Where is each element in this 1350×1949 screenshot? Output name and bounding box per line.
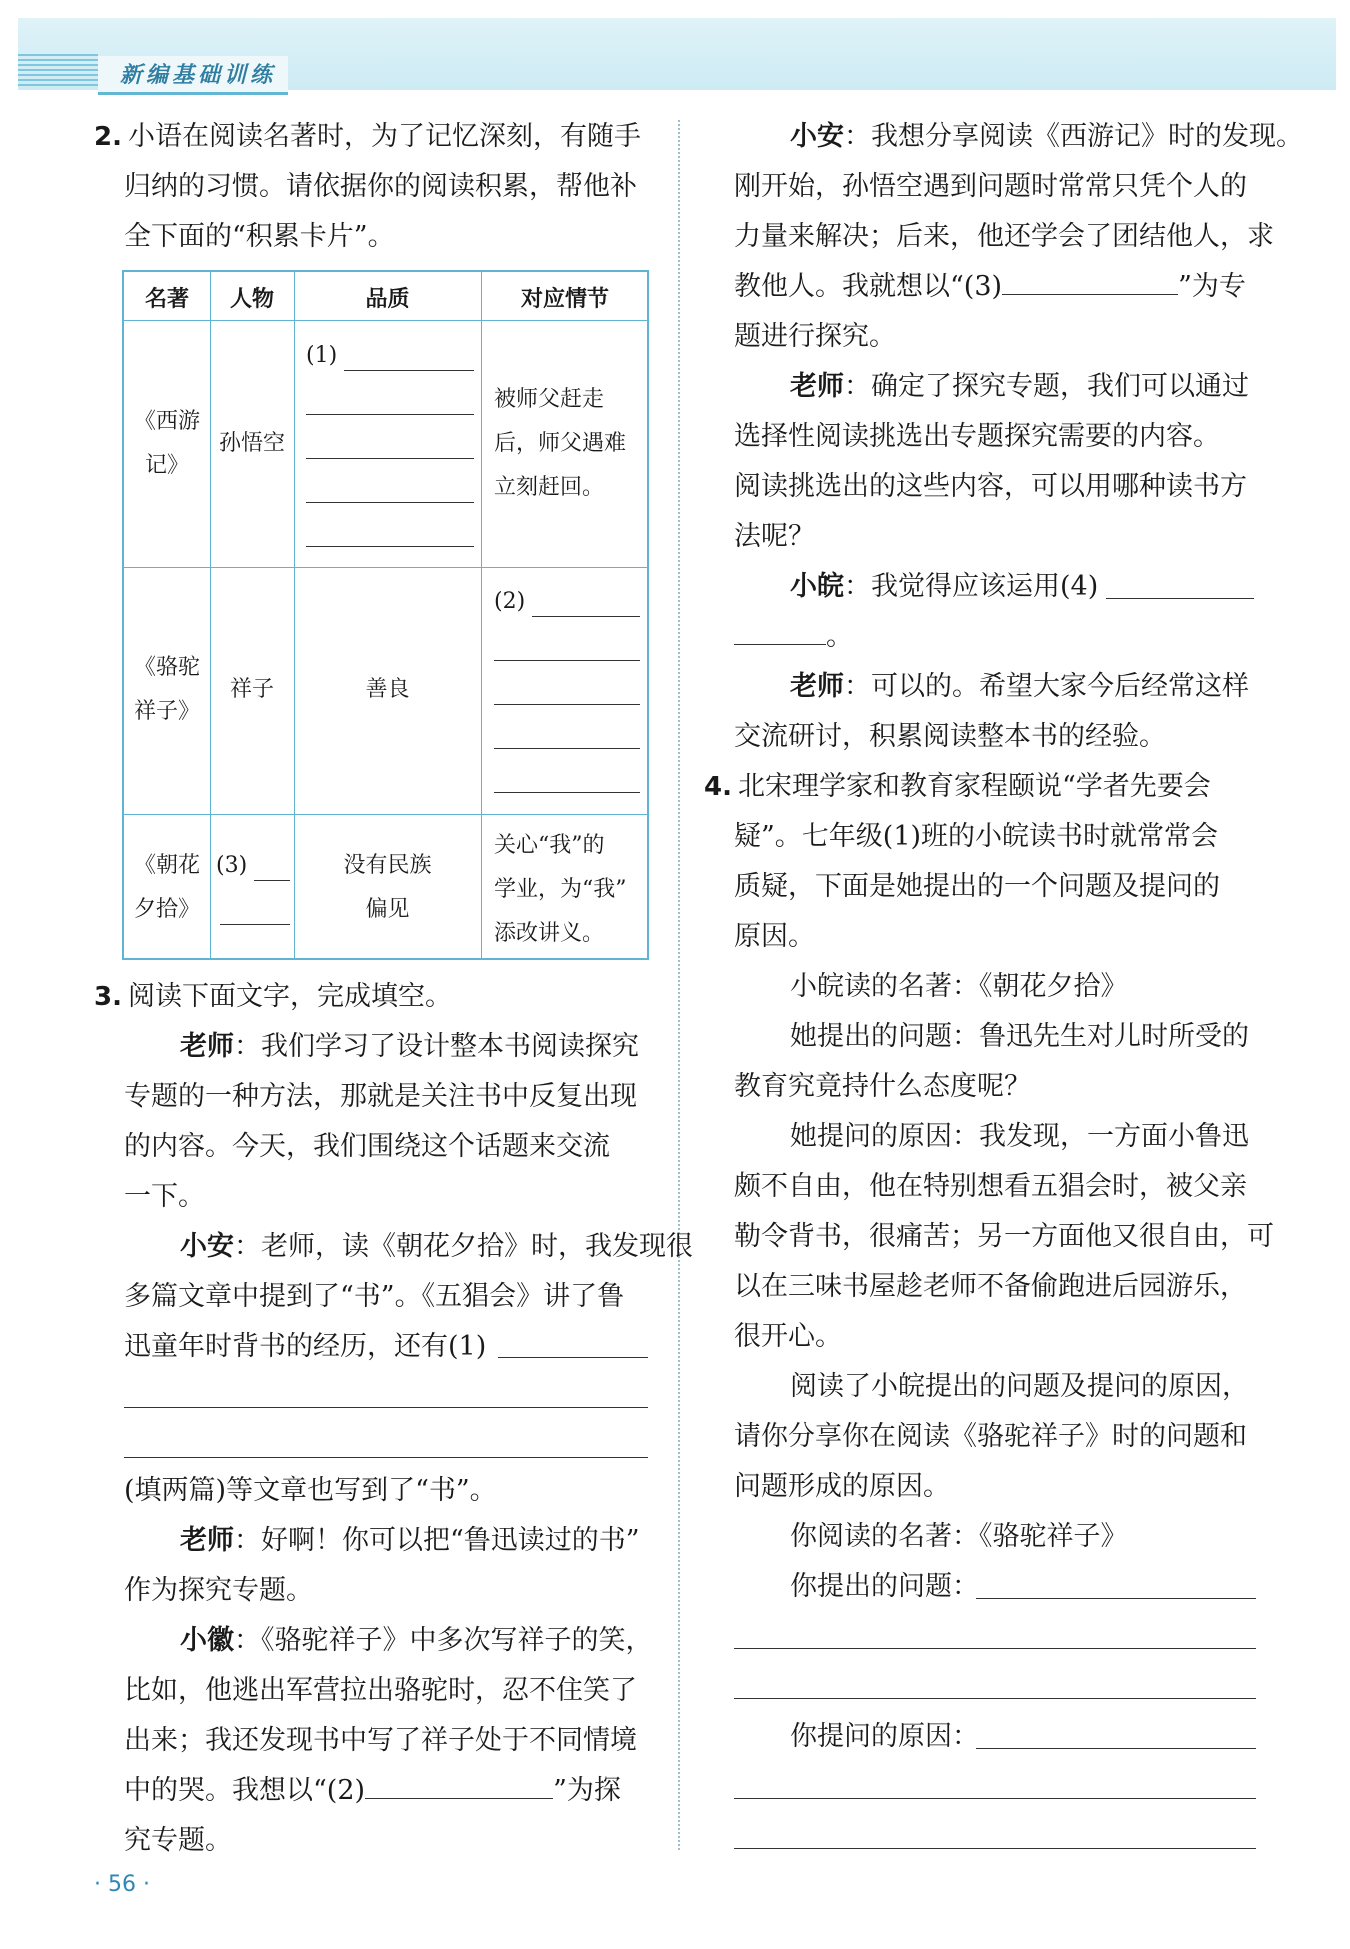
teacher3-line-4: 法呢？: [734, 521, 815, 552]
q4-line-1: 4. 北宋理学家和教育家程颐说“学者先要会: [704, 771, 1211, 802]
q4-question-line-1: 她提出的问题：鲁迅先生对儿时所受的: [790, 1021, 1249, 1052]
row2-person: 祥子: [229, 677, 274, 702]
q4-reason-line-3: 勒令背书，很痛苦；另一方面他又很自由，可: [734, 1221, 1274, 1252]
xiaoan2-line-5: 题进行探究。: [734, 321, 896, 352]
q3-blank-1a[interactable]: [498, 1357, 648, 1358]
q4-number: 4.: [704, 772, 732, 802]
row2-plot-label: (2): [494, 589, 526, 614]
row3-person-blank[interactable]: [254, 880, 290, 881]
xiaohui-line-3: 出来；我还发现书中写了祥子处于不同情境: [124, 1725, 637, 1756]
q3-blank-1c[interactable]: [124, 1457, 648, 1458]
table-header-book: 名著: [144, 287, 189, 312]
q3-blank-1b[interactable]: [124, 1407, 648, 1408]
q2-line-1: 2. 小语在阅读名著时，为了记忆深刻，有随手: [94, 121, 641, 152]
q4-your-book: 你阅读的名著：《骆驼祥子》: [790, 1521, 1128, 1552]
row1-book: 《西游 记》: [133, 409, 200, 478]
teacher2-line-2: 作为探究专题。: [124, 1575, 313, 1606]
teacher1-line-1: 老师：我们学习了设计整本书阅读探究: [180, 1031, 639, 1062]
q2-line-2: 归纳的习惯。请依据你的阅读积累，帮他补: [124, 171, 637, 202]
q3-blank-4b[interactable]: [734, 614, 826, 645]
row2-book: 《骆驼 祥子》: [133, 655, 200, 724]
row3-person-label: (3): [216, 853, 248, 878]
q4-reason-blank-2[interactable]: [734, 1798, 1256, 1799]
row3-quality: 没有民族 偏见: [343, 853, 432, 922]
q4-prompt-line-1: 阅读了小皖提出的问题及提问的原因，: [790, 1371, 1249, 1402]
teacher3-line-1: 老师：确定了探究专题，我们可以通过: [790, 371, 1249, 402]
header-stripes: [18, 54, 98, 86]
q4-reason-blank-3[interactable]: [734, 1848, 1256, 1849]
q4-reason-line-5: 很开心。: [734, 1321, 842, 1352]
q4-your-reason-label: 你提问的原因：: [790, 1721, 979, 1752]
q2-line-3: 全下面的“积累卡片”。: [124, 221, 395, 252]
teacher4-line-2: 交流研讨，积累阅读整本书的经验。: [734, 721, 1166, 752]
page-number: · 56 ·: [94, 1872, 150, 1897]
q3-blank-3[interactable]: [1002, 264, 1178, 295]
accumulation-card-table: [122, 270, 649, 960]
q4-reason-line-1: 她提问的原因：我发现，一方面小鲁迅: [790, 1121, 1249, 1152]
q3-number: 3.: [94, 982, 122, 1012]
q4-your-question-label: 你提出的问题：: [790, 1571, 979, 1602]
q4-reason-line-2: 颇不自由，他在特别想看五猖会时，被父亲: [734, 1171, 1247, 1202]
teacher3-line-2: 选择性阅读挑选出专题探究需要的内容。: [734, 421, 1220, 452]
row1-quality-blank[interactable]: [344, 370, 474, 371]
q4-reason-blank-1[interactable]: [976, 1748, 1256, 1749]
q4-book-line: 小皖读的名著：《朝花夕拾》: [790, 971, 1128, 1002]
q4-question-blank-1[interactable]: [976, 1598, 1256, 1599]
q4-prompt-line-3: 问题形成的原因。: [734, 1471, 950, 1502]
table-header-quality: 品质: [365, 287, 410, 312]
q4-question-blank-3[interactable]: [734, 1698, 1256, 1699]
row1-plot: 被师父赶走 后，师父遇难 立刻赶回。: [494, 387, 627, 500]
q4-question-line-2: 教育究竟持什么态度呢？: [734, 1071, 1031, 1102]
q3-blank-4a[interactable]: [1106, 598, 1254, 599]
q2-number: 2.: [94, 122, 122, 152]
row1-person: 孙悟空: [218, 431, 285, 456]
teacher2-line-1: 老师：好啊！你可以把“鲁迅读过的书”: [180, 1525, 640, 1556]
teacher1-line-4: 一下。: [124, 1181, 205, 1212]
q4-line-3: 质疑，下面是她提出的一个问题及提问的: [734, 871, 1220, 902]
xiaoan1-line-2: 多篇文章中提到了“书”。《五猖会》讲了鲁: [124, 1281, 625, 1312]
q4-reason-line-4: 以在三味书屋趁老师不备偷跑进后园游乐，: [734, 1271, 1247, 1302]
xiaohui-line-1: 小徽：《骆驼祥子》中多次写祥子的笑，: [180, 1625, 653, 1656]
xiaoan2-line-3: 力量来解决；后来，他还学会了团结他人，求: [734, 221, 1274, 252]
header-title: 新编基础训练: [120, 63, 277, 88]
table-header-plot: 对应情节: [520, 287, 609, 312]
xiaohui-line-4: 中的哭。我想以“(2) ”为探: [124, 1766, 621, 1816]
teacher1-line-2: 专题的一种方法，那就是关注书中反复出现: [124, 1081, 637, 1112]
q4-question-blank-2[interactable]: [734, 1648, 1256, 1649]
q4-line-2: 疑”。七年级(1)班的小皖读书时就常常会: [734, 821, 1219, 852]
q3-blank-2[interactable]: [365, 1768, 553, 1799]
xiaoan1-line-1: 小安：老师，读《朝花夕拾》时，我发现很: [180, 1231, 693, 1262]
q4-line-4: 原因。: [734, 921, 815, 952]
teacher4-line-1: 老师：可以的。希望大家今后经常这样: [790, 671, 1249, 702]
xiaoan2-line-2: 刚开始，孙悟空遇到问题时常常只凭个人的: [734, 171, 1247, 202]
row1-quality-label: (1): [306, 343, 338, 368]
xiaoan1-line-3: 迅童年时背书的经历，还有(1): [124, 1331, 487, 1362]
teacher1-line-3: 的内容。今天，我们围绕这个话题来交流: [124, 1131, 610, 1162]
column-divider: [678, 120, 680, 1850]
xiaohui-line-5: 究专题。: [124, 1825, 232, 1856]
row2-quality: 善良: [365, 677, 410, 702]
xiaoan1-after: (填两篇)等文章也写到了“书”。: [124, 1475, 497, 1506]
xiaowan-line-1: 小皖：我觉得应该运用(4): [790, 571, 1099, 602]
xiaoan2-line-4: 教他人。我就想以“(3) ”为专: [734, 262, 1246, 312]
xiaoan2-line-1: 小安：我想分享阅读《西游记》时的发现。: [790, 121, 1303, 152]
row2-plot-blank[interactable]: [532, 616, 640, 617]
q3-intro: 3. 阅读下面文字，完成填空。: [94, 981, 452, 1012]
row3-book: 《朝花 夕拾》: [133, 853, 200, 922]
table-header-person: 人物: [229, 287, 274, 312]
q4-prompt-line-2: 请你分享你在阅读《骆驼祥子》时的问题和: [734, 1421, 1247, 1452]
teacher3-line-3: 阅读挑选出的这些内容，可以用哪种读书方: [734, 471, 1247, 502]
xiaohui-line-2: 比如，他逃出军营拉出骆驼时，忍不住笑了: [124, 1675, 637, 1706]
xiaowan-line-2: 。: [734, 612, 853, 662]
row3-plot: 关心“我”的 学业，为“我” 添改讲义。: [494, 833, 627, 946]
